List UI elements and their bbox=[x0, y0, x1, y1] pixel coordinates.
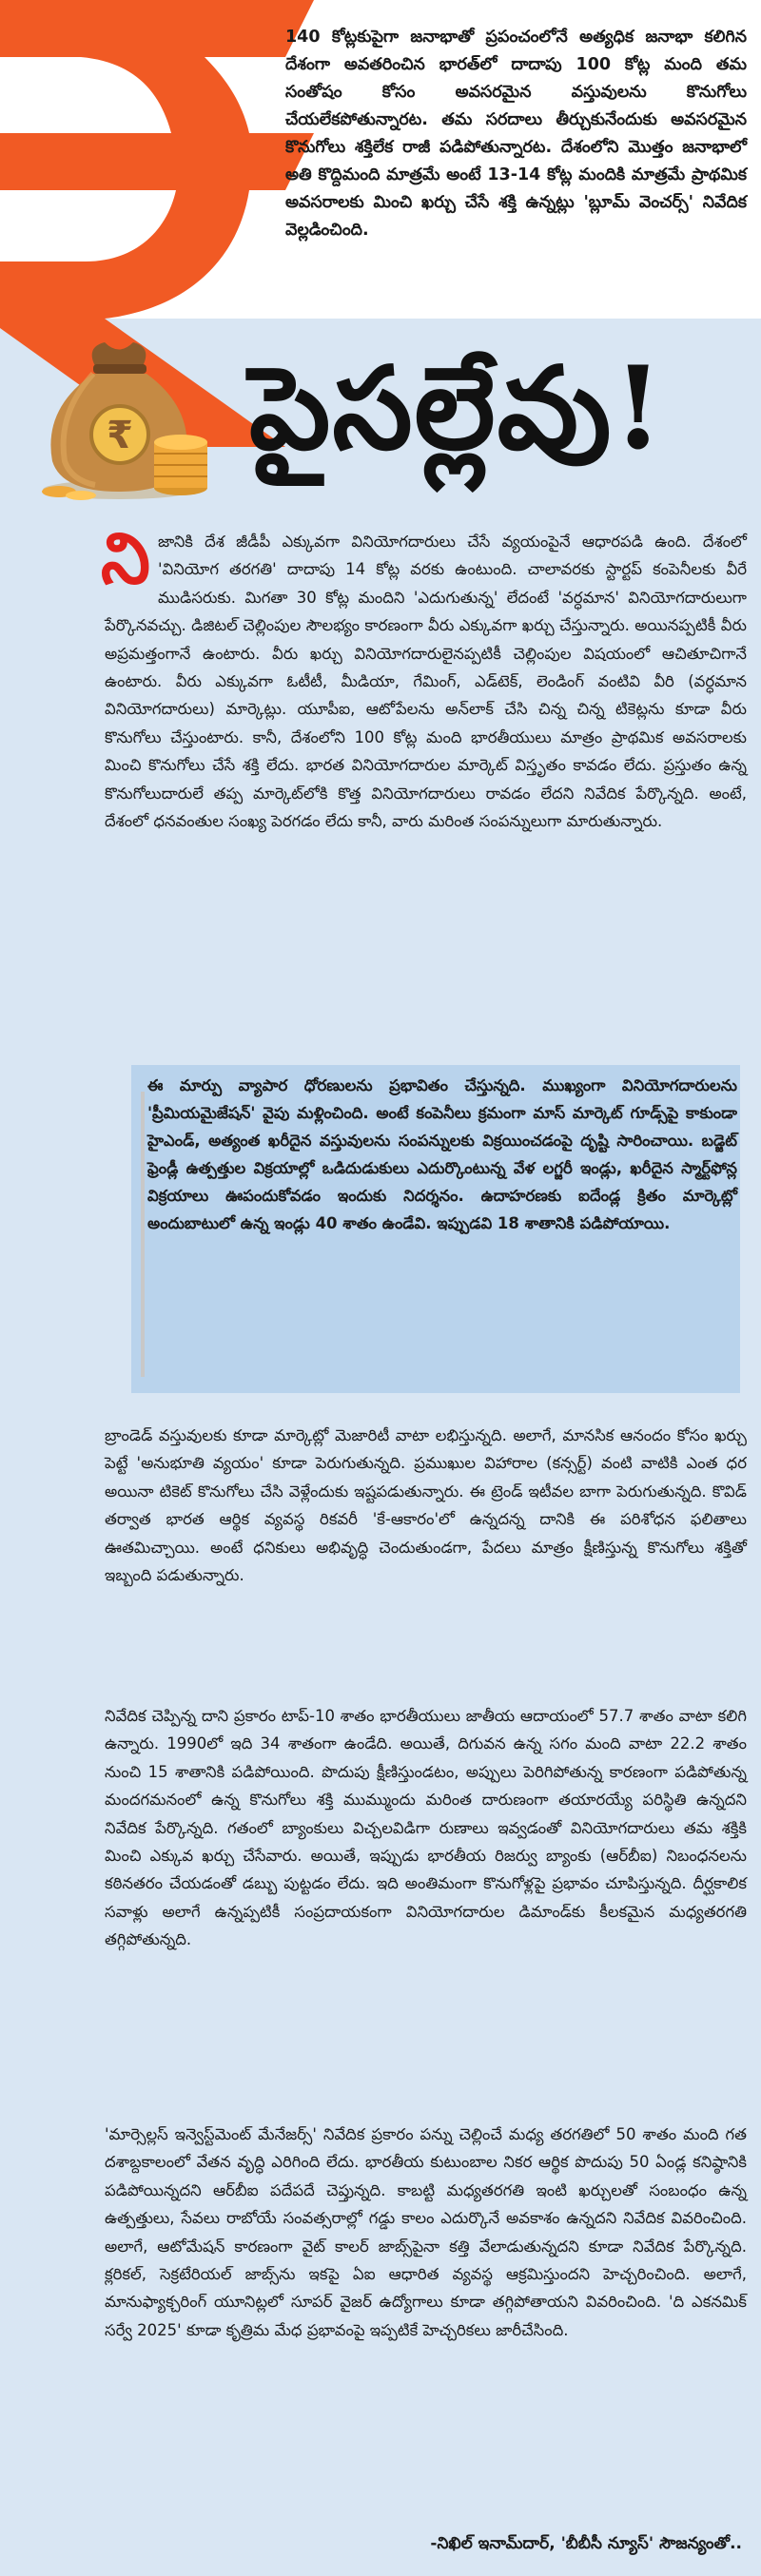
svg-text:₹: ₹ bbox=[107, 414, 133, 457]
paragraph-text: 'మార్సెల్లస్ ఇన్వెస్ట్‌మెంట్ మేనేజర్స్' నివేదిక ప్రకారం పన్ను చెల్లించే మధ్య తరగతిలో 50 శాతం మంది గత దశాబ్దకాలంలో వేతన వృద్ధి ఎరిగింది లేదు. భారతీయ కుటుంబాల నికర ఆర్థిక పొదుపు 50 ఏండ్ల కనిష్ఠానికి పడిపోయిన్నదని ఆర్‌బీఐ పదేపదే చెప్తున్నది. కాబట్టి మధ్యతరగతి ఇంటి ఖర్చులతో సంబంధం ఉన్న ఉత్పత్తులు, సేవలు రాబోయే సంవత్సరాల్లో గడ్డు కాలం ఎదుర్కొనే అవకాశం ఉన్నదని నివేదిక వివరించింది. అలాగే, ఆటోమేషన్ కారణంగా వైట్ కాలర్ జాబ్స్‌పైనా కత్తి వేలాడుతున్నదని కూడా నివేదిక పేర్కొన్నది. క్లరికల్, సెక్రటేరియల్ జాబ్స్‌ను ఇకపై ఏఐ ఆధారిత వ్యవస్థ ఆక్రమిస్తుందని హెచ్చరించింది. అలాగే, మానుఫ్యాక్చరింగ్ యూనిట్లలో సూపర్ వైజర్ ఉద్యోగాలు కూడా తగ్గిపోతాయని వివరించింది. 'ది ఎకనమిక్ సర్వే 2025' కూడా కృత్రిమ మేధ ప్రభావంపై ఇప్పటికే హెచ్చరికలు జారీచేసింది. bbox=[105, 2125, 747, 2339]
paragraph-text: నివేదిక చెప్పిన్న దాని ప్రకారం టాప్-10 శాతం భారతీయులు జాతీయ ఆదాయంలో 57.7 శాతం వాటా కలిగి ఉన్నారు. 1990లో ఇది 34 శాతంగా ఉండేది. అయితే, దిగువన ఉన్న సగం మంది వాటా 22.2 శాతం నుంచి 15 శాతానికి పడిపోయింది. పొదుపు క్షీణిస్తుండటం, అప్పులు పెరిగిపోతున్న కారణంగా పడిపోతున్న మందగమనంలో ఉన్న కొనుగోలు శక్తి ముమ్ముందు మరింత దారుణంగా తయారయ్యే పరిస్థితి ఉన్నదని నివేదిక పేర్కొన్నది. గతంలో బ్యాంకులు విచ్చలవిడిగా రుణాలు ఇవ్వడంతో వినియోగదారులు తమ శక్తికి మించి ఎక్కువ ఖర్చు చేసేవారు. అయితే, ఇప్పుడు భారతీయ రిజర్వు బ్యాంకు (ఆర్‌బీఐ) నిబంధనలను కఠినతరం చేయడంతో డబ్బు పుట్టడం లేదు. ఇది అంతిమంగా కొనుగోళ్లపై ప్రభావం చూపిస్తున్నది. దీర్ఘకాలిక సవాళ్లు అలాగే ఉన్నప్పటికీ సంప్రదాయకంగా వినియోగదారుల డిమాండ్‌కు కీలకమైన మధ్యతరగతి తగ్గిపోతున్నది. bbox=[105, 1707, 747, 1949]
highlight-box-text: ఈ మార్పు వ్యాపార ధోరణులను ప్రభావితం చేస్తున్నది. ముఖ్యంగా వినియోగదారులను 'ప్రీమియమైజేషన్' వైపు మళ్లించింది. అంటే కంపెనీలు క్రమంగా మాస్ మార్కెట్ గూడ్స్‌పై కాకుండా హైఎండ్, అత్యంత ఖరీదైన వస్తువులను సంపన్నులకు విక్రయించడంపై దృష్టి సారించాయి. బడ్జెట్ ఫ్రెండ్లీ ఉత్పత్తుల విక్రయాల్లో ఒడిదుడుకులు ఎదుర్కొంటున్న వేళ లగ్జరీ ఇండ్లు, ఖరీదైన స్మార్ట్‌ఫోన్ల విక్రయాలు ఊపందుకోవడం ఇందుకు నిదర్శనం. ఉదాహరణకు ఐదేండ్ల క్రితం మార్కెట్లో అందుబాటులో ఉన్న ఇండ్లు 40 శాతం ఉండేవి. ఇప్పుడవి 18 శాతానికి పడిపోయాయి. bbox=[147, 1076, 737, 1232]
drop-cap: ని bbox=[101, 518, 150, 600]
article-paragraph-1 bbox=[101, 518, 747, 835]
article-paragraph-3 bbox=[105, 1702, 747, 1954]
headline: పైసల్లేవు! bbox=[249, 341, 666, 475]
money-bag-icon bbox=[38, 328, 219, 504]
article-paragraph-2 bbox=[105, 1422, 747, 1589]
intro-summary bbox=[285, 24, 747, 244]
paragraph-text: బ్రాండెడ్ వస్తువులకు కూడా మార్కెట్లో మెజారిటీ వాటా లభిస్తున్నది. అలాగే, మానసిక ఆనందం కోసం ఖర్చు పెట్టే 'అనుభూతి వ్యయం' కూడా పెరుగుతున్నది. ప్రముఖుల విహారాల (కన్సర్ట్) వంటి వాటికి ఎంత ధర అయినా టికెట్ కొనుగోలు చేసి వెళ్లేందుకు ఇష్టపడుతున్నారు. ఈ ట్రెండ్ ఇటీవల బాగా పెరుగుతున్నది. కొవిడ్ తర్వాత భారత ఆర్థిక వ్యవస్థ రికవరీ 'కే-ఆకారం'లో ఉన్నదన్న దానికి ఈ పరిశోధన ఫలితాలు ఊతమిచ్చాయి. అంటే ధనికులు అభివృద్ధి చెందుతుండగా, పేదలు మాత్రం క్షీణిస్తున్న కొనుగోలు శక్తితో ఇబ్బంది పడుతున్నారు. bbox=[105, 1426, 747, 1585]
paragraph-text: జానికి దేశ జీడీపీ ఎక్కువగా వినియోగదారులు చేసే వ్యయంపైనే ఆధారపడి ఉంది. దేశంలో 'వినియోగ తరగతి' దాదాపు 14 కోట్ల వరకు ఉంటుంది. చాలావరకు స్టార్టప్ కంపెనీలకు వీరే ముడిసరుకు. మిగతా 30 కోట్ల మందిని 'ఎదుగుతున్న' లేదంటే 'వర్ధమాన' వినియోగదారులుగా పేర్కొనవచ్చు. డిజిటల్ చెల్లింపుల సౌలభ్యం కారణంగా వీరు ఎక్కువగా ఖర్చు చేస్తున్నారు. అయినప్పటికీ వీరు అప్రమత్తంగానే ఉంటారు. వీరు ఖర్చు వినియోగదారులైనప్పటికీ చెల్లింపుల విషయంలో ఆచితూచిగానే ఉంటారు. వీరు ఎక్కువగా ఓటీటీ, మీడియా, గేమింగ్, ఎడ్‌టెక్, లెండింగ్ వంటివి వీరి (వర్ధమాన వినియోగదారులు) మార్కెట్లు. యూపీఐ, ఆటోపేలను అన్‌లాక్ చేసి చిన్న చిన్న టికెట్లను కూడా వీరు కొనుగోలు చేస్తుంటారు. కానీ, దేశంలోని 100 కోట్ల మంది భారతీయులు మాత్రం ప్రాథమిక అవసరాలకు మించి కొనుగోలు చేసే శక్తి లేదు. భారత వినియోగదారుల మార్కెట్ విస్తృతం కావడం లేదు. ప్రస్తుతం ఉన్న కొనుగోలుదారులే తప్ప మార్కెట్‌లోకి కొత్త వినియోగదారులు రావడం లేదని నివేదిక పేర్కొన్నది. అంటే, దేశంలో ధనవంతుల సంఖ్య పెరగడం లేదు కానీ, వారు మరింత సంపన్నులుగా మారుతున్నారు. bbox=[105, 533, 747, 831]
intro-text: 140 కోట్లకుపైగా జనాభాతో ప్రపంచంలోనే అత్యధిక జనాభా కలిగిన దేశంగా అవతరించిన భారత్‌లో దాదాపు 100 కోట్ల మంది తమ సంతోషం కోసం అవసరమైన వస్తువులను కొనుగోలు చేయలేకపోతున్నారట. తమ సరదాలు తీర్చుకునేందుకు అవసరమైన కొనుగోలు శక్తిలేక రాజీ పడిపోతున్నారట. దేశంలోని మొత్తం జనాభాలో అతి కొద్దిమంది మాత్రమే అంటే 13-14 కోట్ల మందికి మాత్రమే ప్రాథమిక అవసరాలకు మించి ఖర్చు చేసే శక్తి ఉన్నట్లు 'బ్లూమ్ వెంచర్స్' నివేదిక వెల్లడించింది. bbox=[285, 28, 747, 240]
highlight-box-bar bbox=[141, 1092, 145, 1377]
byline: -నిఖిల్ ఇనామ్‌దార్, 'బీబీసీ న్యూస్' సౌజన్యంతో.. bbox=[430, 2534, 742, 2553]
article-paragraph-4 bbox=[105, 2121, 747, 2344]
